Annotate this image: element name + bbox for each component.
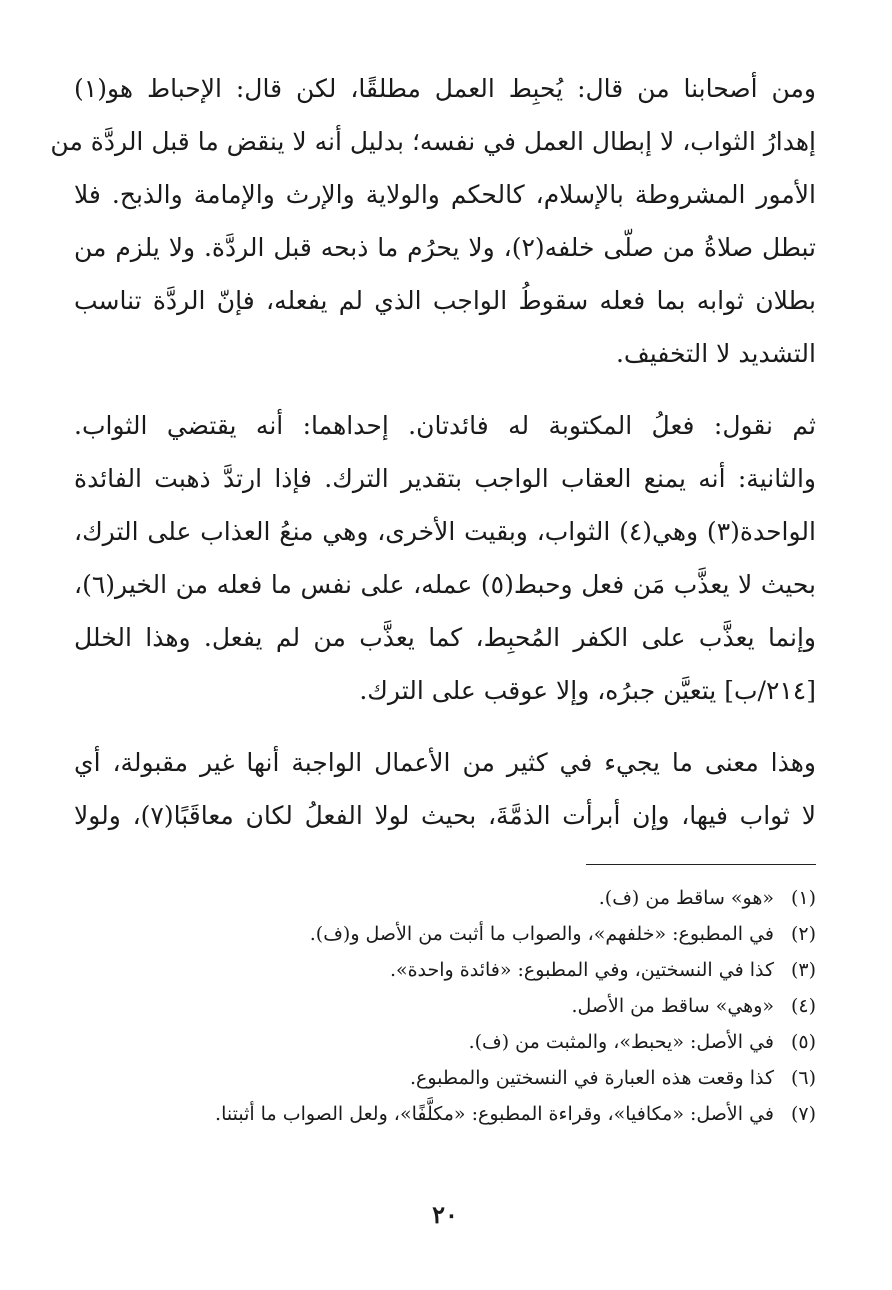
main-text [50,62,817,842]
text-line: [٢١٤/ب] يتعيَّن جبرُه، وإلا عوقب على الترك. [359,676,816,705]
text-line: بطلان ثوابه بما فعله سقوطُ الواجب الذي لم يفعله، فإنّ الردَّة تناسب [74,286,816,315]
footnote-number: (٦) [790,1067,816,1089]
footnote-number: (٥) [790,1031,816,1053]
text-line: وإنما يعذَّب على الكفر المُحبِط، كما يعذَّب من لم يفعل. وهذا الخلل [74,623,816,652]
footnote-separator [586,864,816,865]
text-line: الأمور المشروطة بالإسلام، كالحكم والولاية والإرث والإمامة والذبح. فلا [74,180,816,209]
footnote-text: «هو» ساقط من (ف). [598,887,774,909]
footnote [74,952,816,988]
footnote-text: في المطبوع: «خلفهم»، والصواب ما أثبت من الأصل و(ف). [309,923,774,945]
footnote-text: كذا في النسختين، وفي المطبوع: «فائدة واحدة». [389,959,774,981]
footnote-text: كذا وقعت هذه العبارة في النسختين والمطبوع. [409,1067,774,1089]
footnote [74,1060,816,1096]
text-line: الواحدة(٣) وهي(٤) الثواب، وبقيت الأخرى، وهي منعُ العذاب على الترك، [74,517,816,546]
book-page [50,62,817,1242]
footnote [74,988,816,1024]
text-line: إهدارُ الثواب، لا إبطال العمل في نفسه؛ بدليل أنه لا ينقض ما قبل الردَّة من [50,127,816,156]
footnotes [74,880,816,1132]
paragraph-3 [74,736,816,842]
paragraph-2 [74,399,816,717]
footnote-number: (٢) [790,923,816,945]
text-line: والثانية: أنه يمنع العقاب الواجب بتقدير الترك. فإذا ارتدَّ ذهبت الفائدة [74,464,816,493]
footnote-text: «وهي» ساقط من الأصل. [571,995,774,1017]
paragraph-1 [50,62,817,380]
text-line: وهذا معنى ما يجيء في كثير من الأعمال الواجبة أنها غير مقبولة، أي [74,748,816,777]
footnote-number: (٧) [790,1103,816,1125]
footnote [74,916,816,952]
footnote-number: (٣) [790,959,816,981]
page-number: ٢٠ [432,1200,458,1229]
text-line: بحيث لا يعذَّب مَن فعل وحبط(٥) عمله، على نفس ما فعله من الخير(٦)، [74,570,817,599]
footnote-text: في الأصل: «يحبط»، والمثبت من (ف). [468,1031,774,1053]
footnote-text: في الأصل: «مكافيا»، وقراءة المطبوع: «مكلَّفًا»، ولعل الصواب ما أثبتنا. [215,1103,774,1125]
text-line: لا ثواب فيها، وإن أبرأت الذمَّةَ، بحيث لولا الفعلُ لكان معاقَبًا(٧)، ولولا [74,801,816,830]
footnote-number: (١) [790,887,816,909]
text-line: التشديد لا التخفيف. [615,339,816,368]
footnote [74,880,816,916]
text-line: ومن أصحابنا من قال: يُحبِط العمل مطلقًا، لكن قال: الإحباط هو(١) [74,74,816,103]
footnote-number: (٤) [790,995,816,1017]
footnote [74,1024,816,1060]
text-line: تبطل صلاةُ من صلّى خلفه(٢)، ولا يحرُم ما ذبحه قبل الردَّة. ولا يلزم من [74,233,817,262]
footnote [74,1096,816,1132]
text-line: ثم نقول: فعلُ المكتوبة له فائدتان. إحداهما: أنه يقتضي الثواب. [74,411,816,440]
